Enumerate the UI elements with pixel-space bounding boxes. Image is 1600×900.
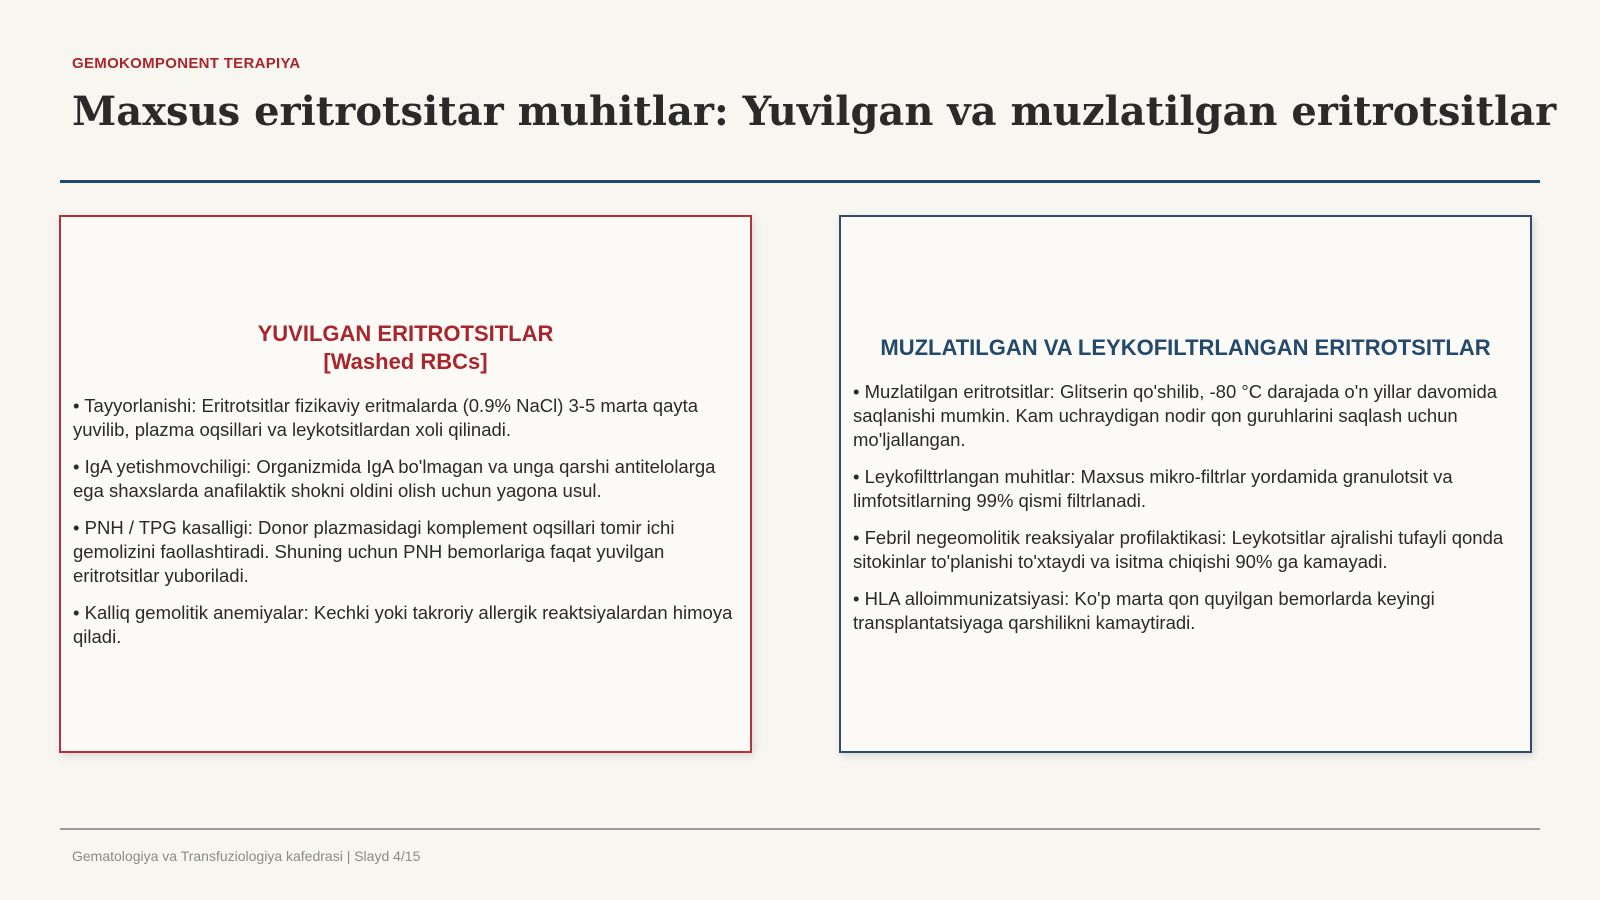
washed-rbc-heading-title: YUVILGAN ERITROTSITLAR [257,320,554,346]
footer-divider [60,828,1540,830]
bullet-item: • IgA yetishmovchiligi: Organizmida IgA bo'lmagan va unga qarshi antitelolarga ega shaxslarda anafilaktik shokni oldini olish uchun yagona usul. [73,455,716,501]
bullet-item: • Febril negeomolitik reaksiyalar profilaktikasi: Leykotsitlar ajralishi tufayli qonda sitokinlar to'planishi to'xtaydi va isitma chiqishi 90% ga kamayadi. [853,526,1504,572]
washed-rbc-heading-subtitle: [Washed RBCs] [323,348,488,374]
slide-title: Maxsus eritrotsitar muhitlar: Yuvilgan va muzlatilgan eritrotsitlar [72,88,1557,135]
frozen-leukofiltered-panel [839,215,1532,753]
bullet-item: • PNH / TPG kasalligi: Donor plazmasidagi komplement oqsillari tomir ichi gemolizini faollashtiradi. Shuning uchun PNH bemorlariga faqat yuvilgan eritrotsitlar yuboriladi. [73,516,675,586]
washed-rbc-heading [73,320,738,376]
frozen-leukofiltered-bullet-list [853,380,1518,635]
frozen-leukofiltered-heading [853,334,1518,362]
bullet-item: • HLA alloimmunizatsiyasi: Ko'p marta qon quyilgan bemorlarda keyingi transplantatsiyaga qarshilikni kamaytiradi. [853,587,1435,633]
bullet-item: • Muzlatilgan eritrotsitlar: Glitserin qo'shilib, -80 °C darajada o'n yillar davomida saqlanishi mumkin. Kam uchraydigan nodir qon guruhlarini saqlash uchun mo'ljallangan. [853,380,1498,450]
bullet-item: • Tayyorlanishi: Eritrotsitlar fizikaviy eritmalarda (0.9% NaCl) 3-5 marta qayta yuvilib, plazma oqsillari va leykotsitlardan xoli qilinadi. [73,394,699,440]
section-kicker: GEMOKOMPONENT TERAPIYA [72,55,301,72]
bullet-item: • Kalliq gemolitik anemiyalar: Kechki yoki takroriy allergik reaktsiyalardan himoya qiladi. [73,601,733,647]
slide-footer: Gematologiya va Transfuziologiya kafedrasi | Slayd 4/15 [72,848,421,864]
washed-rbc-bullet-list [73,394,738,649]
title-divider [60,180,1540,183]
bullet-item: • Leykofilttrlangan muhitlar: Maxsus mikro-filtrlar yordamida granulotsit va limfotsitlarning 99% qismi filtrlanadi. [853,465,1453,511]
frozen-leukofiltered-heading-title: MUZLATILGAN VA LEYKOFILTRLANGAN ERITROTSITLAR [880,334,1491,360]
washed-rbc-panel [59,215,752,753]
